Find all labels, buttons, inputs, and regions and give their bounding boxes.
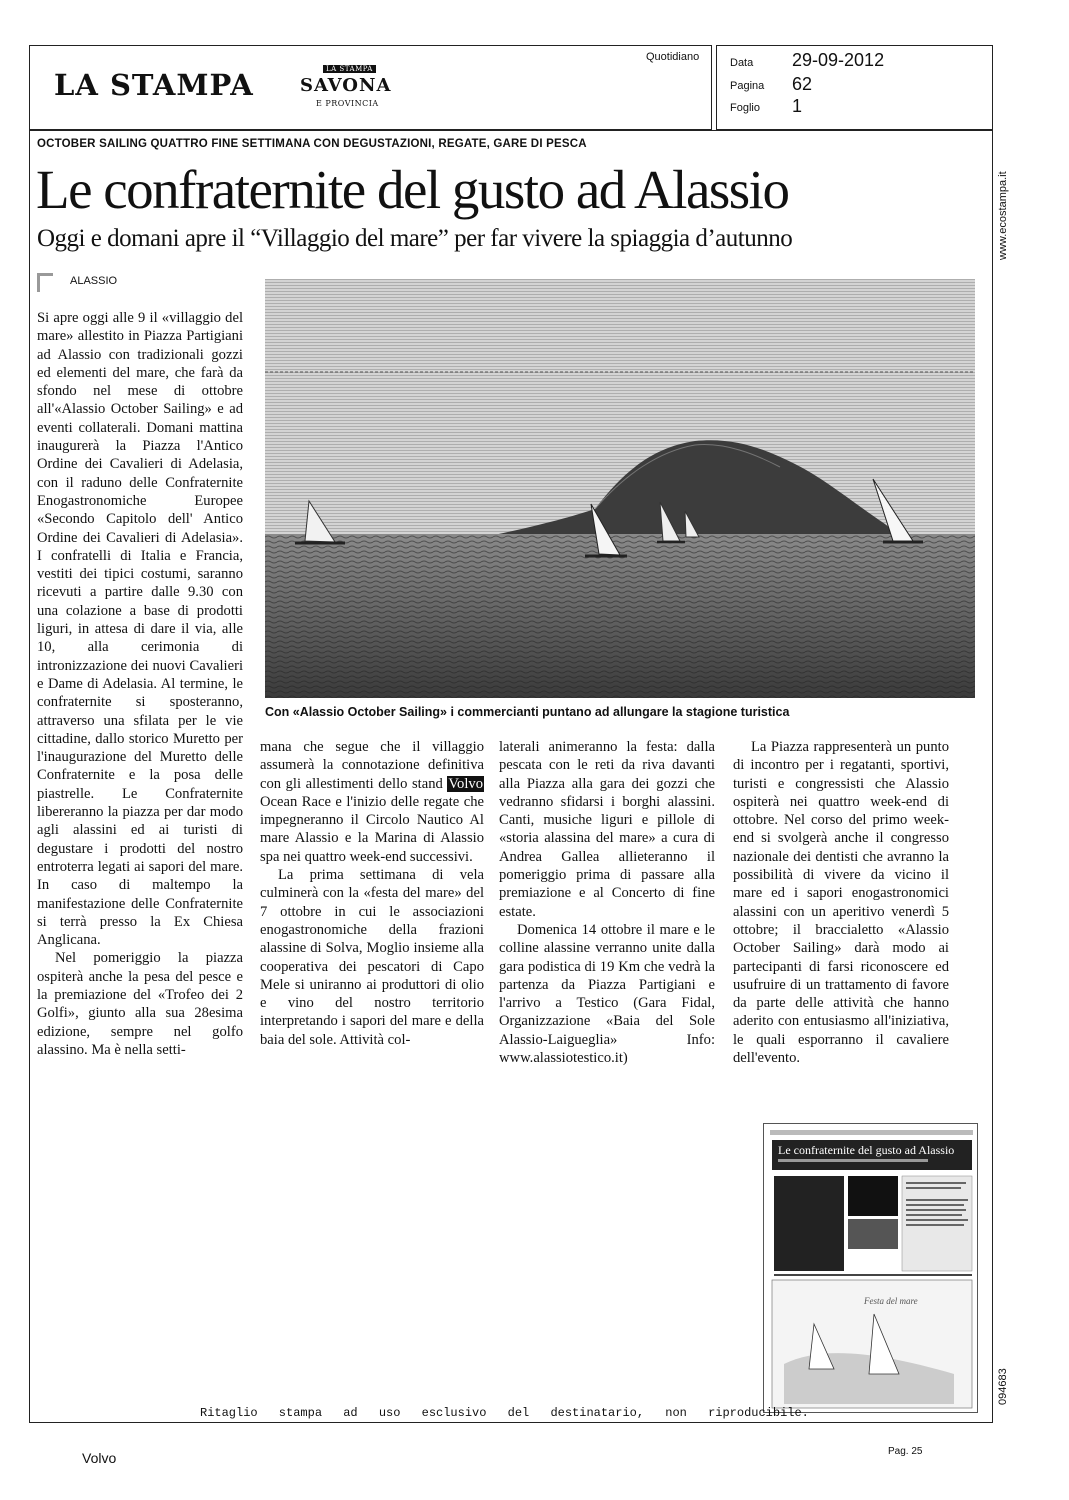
paragraph: Si apre oggi alle 9 il «villaggio del mare» allestito in Piazza Partigiani ad Alassio con tradizionali gozzi ed elementi del mare, che farà da sfondo nel mese di ottobre all'«Alassio October Sailing» e ad eventi collaterali. Domani mattina inaugurerà la Piazza l'Antico Ordine dei Cavalieri di Adelasia, con il raduno delle Confraternite Enogastronomiche Europee «Secondo Capitolo dell' Antico Ordine dei Cavalieri di Adelasia». I confratelli di Italia e Francia, vestiti dei tipici costumi, saranno ricevuti a partire dalle 9.30 con una colazione a base di prodotti liguri, in attesa di dare il via, alle 10, alla cerimonia di intronizzazione dei nuovi Cavalieri e Dame di Adelasia. Al termine, le confraternite si sposteranno, attraverso una sfilata per le vie cittadine, dallo storico Muretto per l'inaugurazione del Muretto delle Confraternite e la posa delle piastrelle. Le Confraternite libereranno la piazza per dar modo agli alassini ed ai turisti di degustare i prodotti del nostro entroterra legati ai sapori del mare. In caso di maltempo la manifestazione delle Confraternite si terrà presso la Ex Chiesa Anglicana. [37,310,243,949]
article-column-2 [260,738,484,1049]
svg-text:Le confraternite del gusto ad: Le confraternite del gusto ad Alassio [778,1143,955,1157]
sheet-value: 1 [792,96,803,116]
side-url: www.ecostampa.it [997,171,1009,260]
page-value: 62 [792,74,813,94]
edition-subtitle: E PROVINCIA [316,99,379,108]
dateline: ALASSIO [70,275,118,287]
paragraph: Nel pomeriggio la piazza ospiterà anche la pesa del pesce e la premiazione del «Trofeo dei 2 Golfi», giunto alla sua 28esima edizione, sempre nel golfo alassino. Ma è nella setti- [37,950,243,1058]
paragraph: laterali animeranno la festa: dalla pescata con le reti da riva davanti alla Piazza alla gara dei gozzi che vedranno sfidarsi i borghi alassini. Canti, musiche liguri e pillole di «storia alassina del mare» a cura di Andrea Gallea allieteranno il pomeriggio prima di passare alla premiazione e al Concerto di fine estate. [499,739,715,920]
paragraph-text: Ocean Race e l'inizio delle regate che impegneranno il Circolo Nautico Al mare Alassio e la Marina di Alassio spa nei quattro week-end successivi. [260,793,484,865]
svg-text:Festa del mare: Festa del mare [864,1296,918,1306]
sheet-label: Foglio [730,102,760,114]
highlighted-keyword: Volvo [448,775,483,792]
date-value: 29-09-2012 [792,50,885,70]
newspaper-logo: LA STAMPA [54,68,254,102]
article-subhead: Oggi e domani apre il “Villaggio del mare” per far vivere la spiaggia d’autunno [37,225,793,252]
page-thumbnail [763,1123,978,1413]
article-column-3 [499,738,715,1067]
paragraph: Domenica 14 ottobre il mare e le colline alassine verranno unite dalla gara podistica di 19 Km che vedrà la partenza da Piazza Partigiani e l'arrivo a Testico (Gara Fidal, Organizzazione «Baia del Sole Alassio-Laigueglia» Info: www.alassiotestico.it) [499,921,715,1067]
edition-name: SAVONA [300,75,392,96]
article-kicker: OCTOBER SAILING QUATTRO FINE SETTIMANA CON DEGUSTAZIONI, REGATE, GARE DI PESCA [37,138,587,150]
photo-caption: Con «Alassio October Sailing» i commercianti puntano ad allungare la stagione turistica [265,705,790,719]
periodicity-label: Quotidiano [646,51,700,63]
article-column-1 [37,309,243,1059]
paragraph: La Piazza rappresenterà un punto di incontro per i regatanti, sportivi, turisti e congressisti che Alassio ospiterà nei quattro week-end di ottobre. Nel corso del primo week-end si svolgerà anche il congresso nazionale dei dentisti che avranno la possibilità di vivere da vicino il mare ed i sapori enogastronomici alassini con un aperitivo venerdì 5 ottobre; il braccialetto «Alassio October Sailing» darà modo ai partecipanti di farsi riconoscere ed usufruire di un trattamento di favore da parte delle attività che hanno aderito con entusiasmo all'iniziativa, le quali esporranno il cavaliere dell'evento. [733,739,949,1067]
reproduction-notice: Ritaglio stampa ad uso esclusivo del destinatario, non riproducibile. [200,1406,809,1420]
page-number: Pag. 25 [888,1446,923,1457]
article-column-4 [733,738,949,1067]
dateline-mark [37,273,53,292]
paragraph [260,738,484,866]
article-headline: Le confraternite del gusto ad Alassio [36,159,789,220]
paragraph: La prima settimana di vela culminerà con la «festa del mare» del 7 ottobre in cui le associazioni enogastronomiche della frazioni alassine di Solva, Moglio insieme alla cooperativa dei pescatori di Capo Mele si uniranno ai produttori di olio e vino del nostro territorio interpretando i sapori del mare e della baia del sole. Attività col- [260,867,484,1048]
edition-banner: LA STAMPA [323,65,376,73]
side-code: 094683 [997,1368,1009,1405]
client-name: Volvo [82,1450,117,1466]
page-label: Pagina [730,80,765,92]
sailing-photo [265,279,975,698]
paragraph-text: mana che segue che il villaggio assumerà la connotazione definitiva con gli allestimenti dello stand [260,739,484,792]
date-label: Data [730,57,754,69]
